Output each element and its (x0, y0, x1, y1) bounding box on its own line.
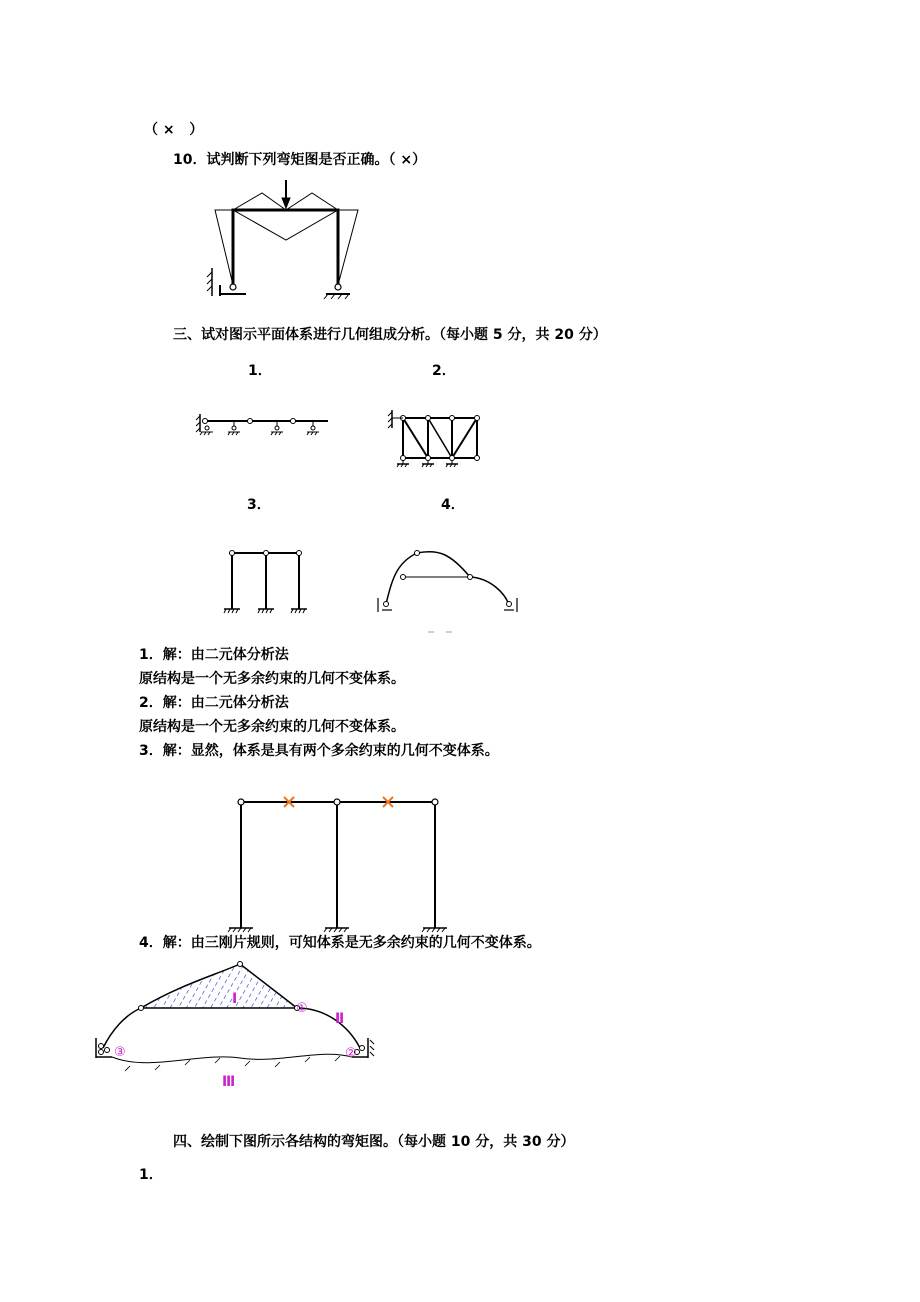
section4-title: 四、绘制下图所示各结构的弯矩图。（每小题 10 分，共 30 分） (173, 1134, 575, 1150)
rigid-body-label-3: Ⅲ (222, 1074, 236, 1090)
figure-4-arch (378, 551, 517, 633)
rigid-body-label-2: Ⅱ (335, 1011, 345, 1027)
figure-1-beam (196, 414, 328, 435)
answer-4-arch-figure (96, 962, 374, 1072)
figure-label-4: 4． (441, 497, 465, 513)
section3-title: 三、试对图示平面体系进行几何组成分析。（每小题 5 分，共 20 分） (173, 327, 607, 343)
answer-2-body: 原结构是一个无多余约束的几何不变体系。 (139, 719, 405, 735)
figure-3-frame (224, 551, 307, 614)
answer-2-head: 2．解：由二元体分析法 (139, 695, 289, 711)
figure-2-truss (388, 410, 480, 467)
q9-answer: （ × ） (144, 122, 204, 138)
figure-label-3: 3． (247, 497, 271, 513)
figure-label-1: 1． (248, 363, 272, 379)
answer-1-head: 1．解：由二元体分析法 (139, 647, 289, 663)
q10-question: 10．试判断下列弯矩图是否正确。（ ×） (173, 152, 427, 168)
figure-label-2: 2． (432, 363, 456, 379)
q10-frame-figure (207, 180, 358, 299)
answer-1-body: 原结构是一个无多余约束的几何不变体系。 (139, 671, 405, 687)
hinge-label-2: ② (345, 1046, 357, 1061)
hinge-label-1: ① (296, 1001, 308, 1016)
answer-4: 4．解：由三刚片规则，可知体系是无多余约束的几何不变体系。 (139, 935, 541, 951)
rigid-body-label-1: Ⅰ (232, 991, 238, 1007)
question-4-1-label: 1． (139, 1167, 163, 1183)
hinge-label-3: ③ (114, 1045, 126, 1060)
answer-3: 3．解：显然，体系是具有两个多余约束的几何不变体系。 (139, 743, 499, 759)
answer-3-frame (228, 797, 447, 932)
rigid-body-1-hatch (141, 964, 297, 1008)
